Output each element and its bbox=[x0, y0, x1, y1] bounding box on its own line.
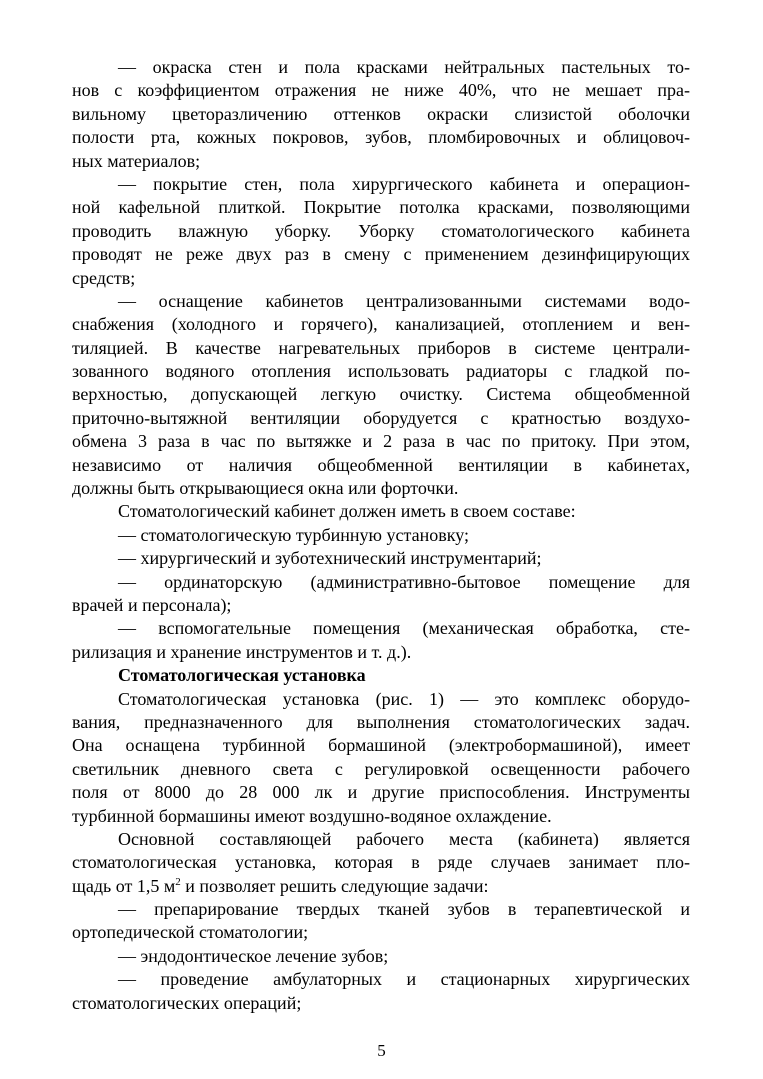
text-line: нов с коэффициентом отражения не ниже 40%, что не мешает пра- bbox=[72, 80, 690, 101]
text-fragment: и позволяет решить следующие задачи: bbox=[180, 875, 489, 896]
text-line: Она оснащена турбинной бормашиной (электробормашиной), имеет bbox=[72, 735, 690, 756]
text-line: Стоматологический кабинет должен иметь в своем составе: bbox=[118, 501, 576, 522]
text-line: обмена 3 раза в час по вытяжке и 2 раза в час по притоку. При этом, bbox=[72, 431, 690, 452]
text-line bbox=[72, 875, 690, 898]
text-line: — окраска стен и пола красками нейтральных пастельных то- bbox=[118, 57, 690, 77]
text-line: стоматологическая установка, которая в ряде случаев занимает пло- bbox=[72, 852, 690, 873]
text-line: турбинной бормашины имеют воздушно-водяное охлаждение. bbox=[72, 805, 552, 826]
list-item: — стоматологическую турбинную установку; bbox=[118, 524, 469, 545]
list-item: — хирургический и зуботехнический инструментарий; bbox=[118, 548, 542, 569]
list-item: — вспомогательные помещения (механическая обработка, сте- bbox=[118, 618, 690, 639]
text-line: Стоматологическая установка (рис. 1) — это комплекс оборудо- bbox=[118, 688, 690, 709]
text-fragment: щадь от 1,5 м bbox=[72, 875, 176, 896]
list-item: — проведение амбулаторных и стационарных хирургических bbox=[118, 969, 690, 990]
text-line: ортопедической стоматологии; bbox=[72, 922, 309, 943]
list-item: — препарирование твердых тканей зубов в терапевтической и bbox=[118, 899, 690, 920]
text-line: тиляцией. В качестве нагревательных приборов в системе централи- bbox=[72, 337, 690, 358]
text-line: зованного водяного отопления использовать радиаторы с гладкой по- bbox=[72, 361, 690, 382]
text-line: ной кафельной плиткой. Покрытие потолка красками, позволяющими bbox=[72, 197, 690, 218]
text-line: вильному цветоразличению оттенков окраски слизистой оболочки bbox=[72, 103, 690, 124]
text-line: полости рта, кожных покровов, зубов, пломбировочных и облицовоч- bbox=[72, 127, 690, 148]
text-line: светильник дневного света с регулировкой освещенности рабочего bbox=[72, 758, 690, 779]
body-text bbox=[72, 56, 690, 1015]
text-line: должны быть открывающиеся окна или форточки. bbox=[72, 478, 459, 499]
page-number: 5 bbox=[377, 1041, 386, 1060]
text-line: приточно-вытяжной вентиляции оборудуется с кратностью воздухо- bbox=[72, 407, 690, 428]
list-item: — ординаторскую (административно-бытовое помещение для bbox=[118, 571, 690, 592]
text-line: рилизация и хранение инструментов и т. д.). bbox=[72, 641, 412, 662]
text-line: независимо от наличия общеобменной вентиляции в кабинетах, bbox=[72, 454, 690, 475]
text-line: врачей и персонала); bbox=[72, 594, 232, 615]
text-line: снабжения (холодного и горячего), канализацией, отоплением и вен- bbox=[72, 314, 690, 335]
text-line: вания, предназначенного для выполнения стоматологических задач. bbox=[72, 711, 690, 732]
superscript: 2 bbox=[175, 875, 181, 888]
list-item: — эндодонтическое лечение зубов; bbox=[118, 945, 389, 966]
text-line: стоматологических операций; bbox=[72, 992, 302, 1013]
text-line: верхностью, допускающей легкую очистку. Система общеобменной bbox=[72, 384, 690, 405]
text-line: — оснащение кабинетов централизованными системами водо- bbox=[118, 290, 690, 311]
text-line: ных материалов; bbox=[72, 150, 201, 171]
text-line: поля от 8000 до 28 000 лк и другие приспособления. Инструменты bbox=[72, 782, 690, 803]
text-line: проводить влажную уборку. Уборку стоматологического кабинета bbox=[72, 220, 690, 241]
text-line: средств; bbox=[72, 267, 136, 288]
text-line: Основной составляющей рабочего места (кабинета) является bbox=[118, 828, 690, 849]
text-line: проводят не реже двух раз в смену с применением дезинфицирующих bbox=[72, 244, 690, 265]
section-heading: Стоматологическая установка bbox=[118, 665, 366, 686]
text-line: — покрытие стен, пола хирургического кабинета и операцион- bbox=[118, 173, 690, 194]
